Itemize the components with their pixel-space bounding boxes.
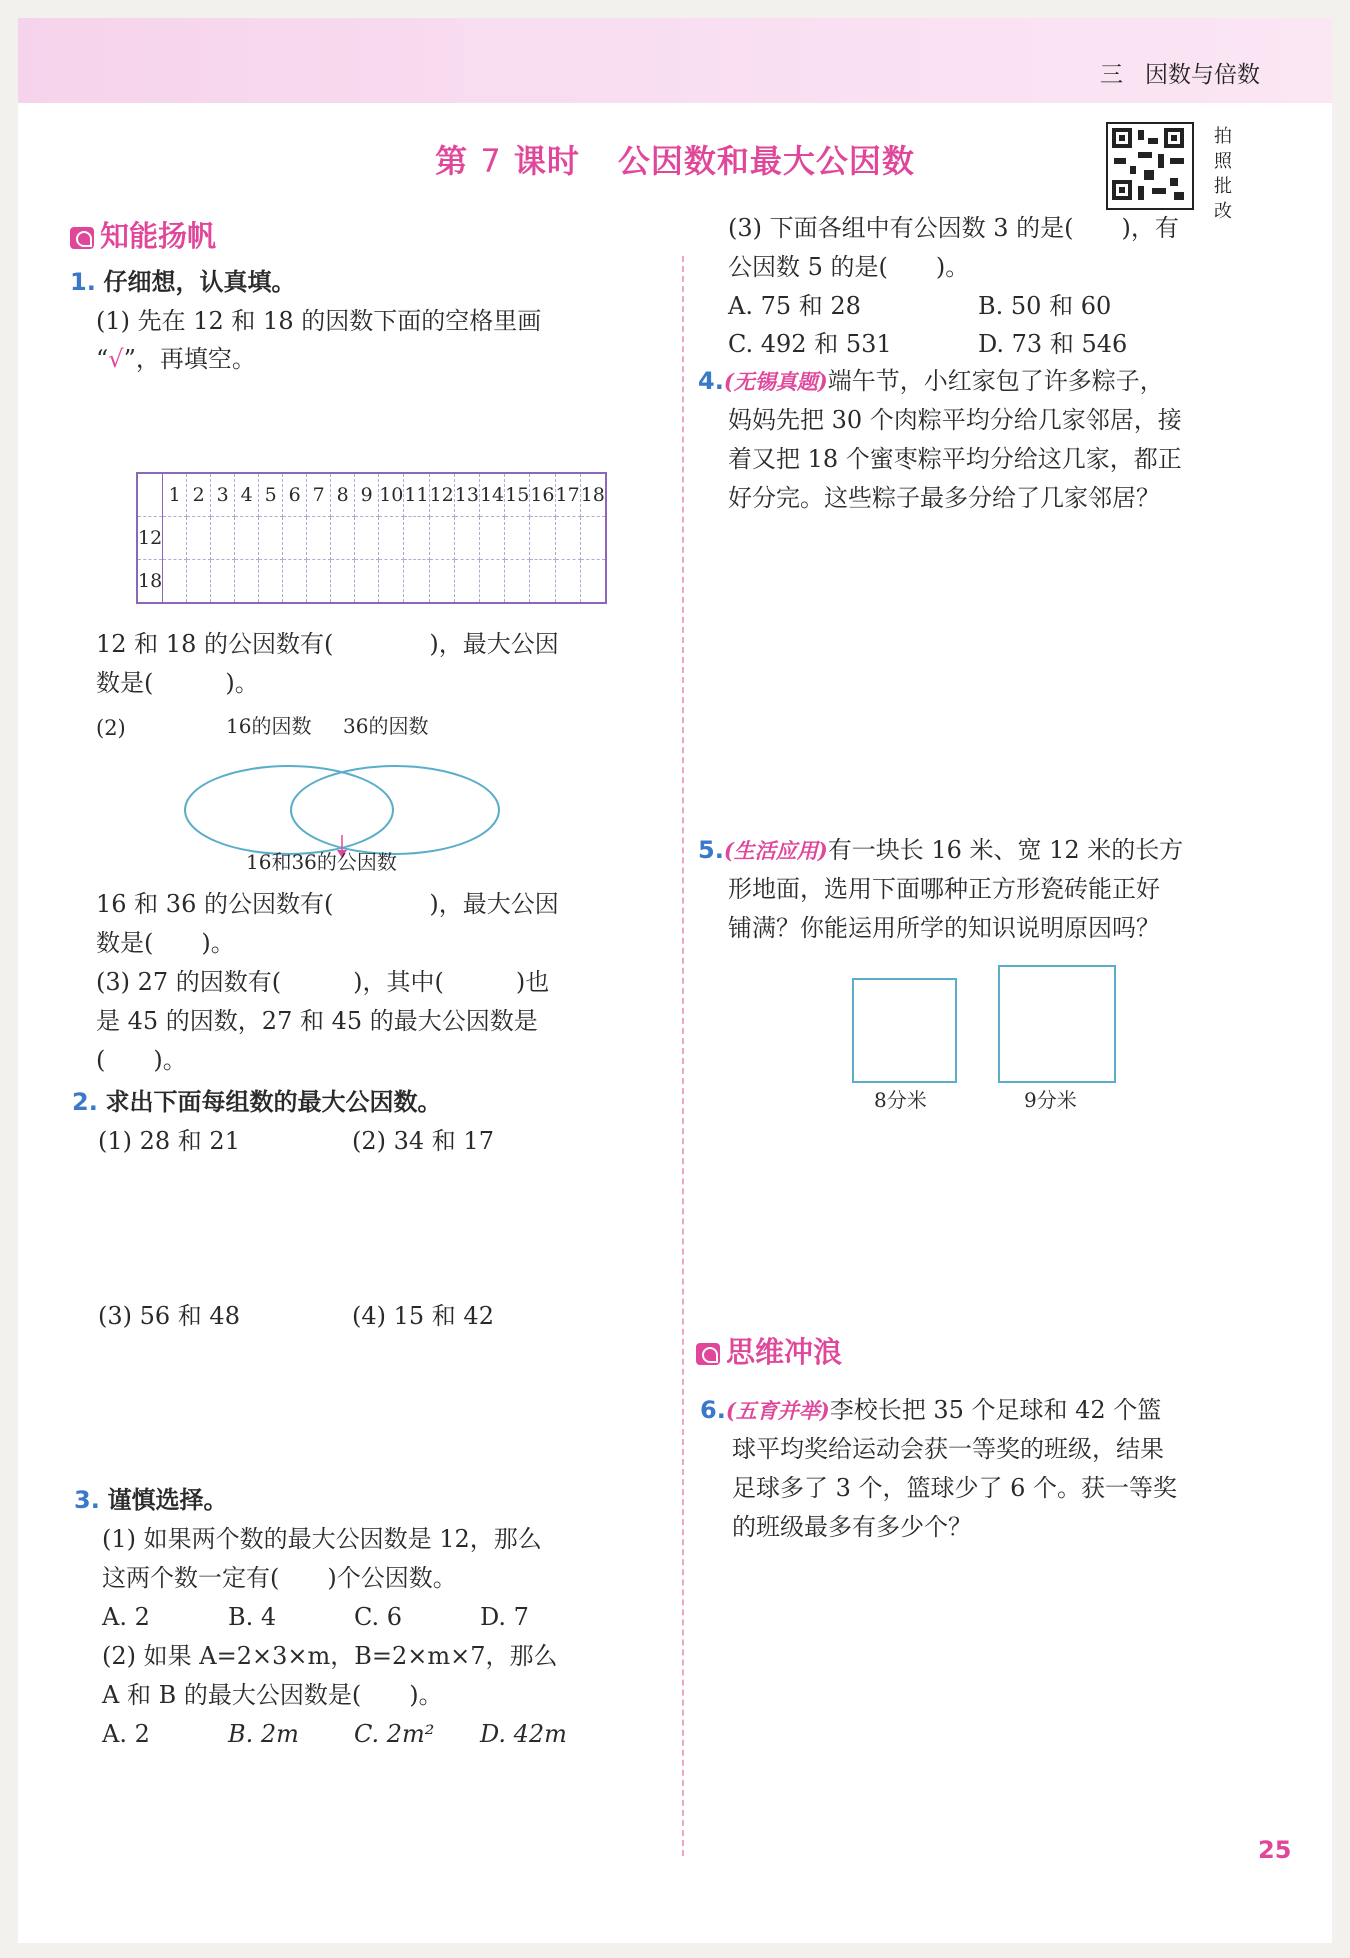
q3-part3-line2: 公因数 5 的是( )。 — [728, 253, 970, 281]
question-6-line1: 6.(五育并举)李校长把 35 个足球和 42 个篮 — [700, 1396, 1162, 1424]
option-d[interactable]: D. 73 和 546 — [978, 330, 1128, 358]
square-tile-8dm — [852, 978, 957, 1083]
factor-table — [136, 472, 607, 604]
column-divider — [682, 256, 684, 1856]
qr-label: 拍照批改 — [1214, 126, 1232, 222]
q3-part1-line2: 这两个数一定有( )个公因数。 — [102, 1564, 457, 1592]
chapter-heading — [1100, 56, 1260, 89]
q1-part1-line1: (1) 先在 12 和 18 的因数下面的空格里画 — [96, 307, 542, 335]
option-d[interactable]: D. 7 — [480, 1603, 529, 1631]
q1-part2-label: (2) — [96, 716, 126, 740]
square-label-9dm: 9分米 — [1024, 1088, 1077, 1112]
venn-bottom-label: 16和36的公因数 — [246, 850, 397, 874]
option-c[interactable]: C. 2m² — [354, 1720, 435, 1748]
section-heading-1: 知能扬帆 — [70, 214, 216, 255]
option-c[interactable]: C. 492 和 531 — [728, 330, 892, 358]
question-5-line3: 铺满？你能运用所学的知识说明原因吗？ — [728, 914, 1160, 942]
option-b[interactable]: B. 4 — [228, 1603, 277, 1631]
qr-code-icon[interactable] — [1106, 122, 1194, 210]
q2-item-2: (2) 34 和 17 — [352, 1127, 494, 1155]
sail-icon — [70, 227, 94, 249]
question-5-line1: 5.(生活应用)有一块长 16 米、宽 12 米的长方 — [698, 836, 1184, 864]
q3-part3-options-row2 — [728, 324, 1127, 364]
question-6-line2: 球平均奖给运动会获一等奖的班级，结果 — [732, 1435, 1164, 1463]
chapter-title: 因数与倍数 — [1145, 62, 1260, 88]
q1-part3-line1: (3) 27 的因数有( )，其中( )也 — [96, 968, 550, 996]
venn-right-label: 36的因数 — [343, 714, 429, 738]
tag-label: (生活应用) — [723, 838, 828, 863]
question-5-line2: 形地面，选用下面哪种正方形瓷砖能正好 — [728, 875, 1160, 903]
q3-part2-line2: A 和 B 的最大公因数是( )。 — [102, 1681, 443, 1709]
option-b[interactable]: B. 50 和 60 — [978, 292, 1112, 320]
question-1-heading: 1. 仔细想，认真填。 — [70, 268, 296, 296]
q1-part2-fill2: 数是( )。 — [96, 929, 235, 957]
q2-item-3: (3) 56 和 48 — [98, 1302, 240, 1330]
q3-part1-options — [102, 1597, 529, 1637]
square-tile-9dm — [998, 965, 1116, 1083]
factor-table-row-18: 18 — [137, 560, 606, 604]
question-4-line3: 着又把 18 个蜜枣粽平均分给这几家，都正 — [728, 445, 1182, 473]
q2-item-1: (1) 28 和 21 — [98, 1127, 240, 1155]
q3-part2-line1: (2) 如果 A=2×3×m，B=2×m×7，那么 — [102, 1642, 558, 1670]
page-number: 25 — [1258, 1836, 1292, 1864]
q1-part3-line2: 是 45 的因数，27 和 45 的最大公因数是 — [96, 1007, 538, 1035]
venn-left-label: 16的因数 — [226, 714, 312, 738]
question-2-heading: 2. 求出下面每组数的最大公因数。 — [72, 1088, 442, 1116]
option-a[interactable]: A. 75 和 28 — [728, 292, 861, 320]
q1-part2-fill1: 16 和 36 的公因数有( )，最大公因 — [96, 890, 559, 918]
tag-label: (五育并举) — [725, 1398, 830, 1423]
q1-part1-fill1: 12 和 18 的公因数有( )，最大公因 — [96, 630, 559, 658]
q2-item-4: (4) 15 和 42 — [352, 1302, 494, 1330]
check-mark-icon: √ — [108, 345, 124, 373]
q1-part1-fill2: 数是( )。 — [96, 669, 259, 697]
option-a[interactable]: A. 2 — [102, 1720, 150, 1748]
workbook-page — [18, 18, 1332, 1943]
option-a[interactable]: A. 2 — [102, 1603, 150, 1631]
lesson-topic: 公因数和最大公因数 — [617, 142, 915, 180]
q3-part2-options — [102, 1714, 567, 1754]
question-4-line4: 好分完。这些粽子最多分给了几家邻居？ — [728, 484, 1160, 512]
venn-left-ellipse — [185, 766, 393, 854]
q3-part1-line1: (1) 如果两个数的最大公因数是 12，那么 — [102, 1525, 542, 1553]
option-d[interactable]: D. 42m — [480, 1720, 567, 1748]
tag-label: (无锡真题) — [723, 369, 828, 394]
question-6-line3: 足球多了 3 个，篮球少了 6 个。获一等奖 — [732, 1474, 1178, 1502]
factor-table-row-12: 12 — [137, 517, 606, 560]
q3-part3-line1: (3) 下面各组中有公因数 3 的是( )，有 — [728, 214, 1179, 242]
section-heading-2: 思维冲浪 — [696, 1330, 842, 1371]
q3-part3-options-row1 — [728, 286, 1111, 326]
factor-table-header-row: 1 2 3 4 5 6 7 8 9 10 11 12 13 14 15 16 17 18 — [137, 473, 606, 517]
question-3-heading: 3. 谨慎选择。 — [74, 1486, 228, 1514]
q1-part3-line3: ( )。 — [96, 1046, 187, 1074]
question-4-line2: 妈妈先把 30 个肉粽平均分给几家邻居，接 — [728, 406, 1182, 434]
wave-icon — [696, 1343, 720, 1365]
question-6-line4: 的班级最多有多少个？ — [732, 1513, 972, 1541]
option-b[interactable]: B. 2m — [228, 1720, 299, 1748]
option-c[interactable]: C. 6 — [354, 1603, 403, 1631]
square-label-8dm: 8分米 — [874, 1088, 927, 1112]
q1-part1-line2: “√”，再填空。 — [96, 345, 256, 373]
lesson-title: 第 7 课时 公因数和最大公因数 — [435, 142, 915, 180]
venn-right-ellipse — [291, 766, 499, 854]
chapter-number: 三 — [1100, 62, 1123, 88]
question-4-line1: 4.(无锡真题)端午节，小红家包了许多粽子， — [698, 367, 1164, 395]
